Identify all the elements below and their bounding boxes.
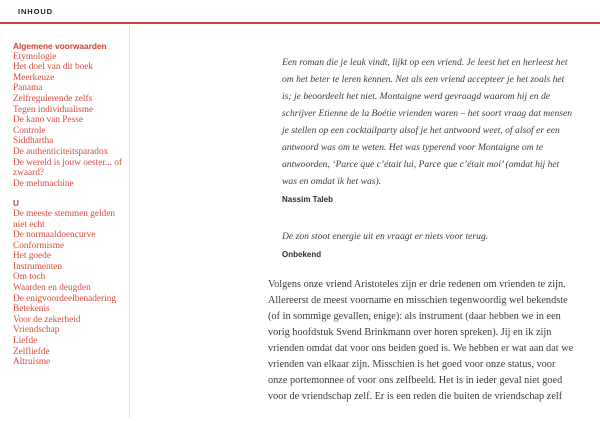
quote-block — [268, 228, 576, 259]
toc-item[interactable]: Om toch — [13, 272, 46, 283]
toc-section-heading: Algemene voorwaarden — [13, 41, 107, 51]
toc-item[interactable]: Altruïsme — [13, 357, 51, 368]
toc-item[interactable]: De wereld is jouw oester... of zwaard? — [13, 157, 122, 179]
toc-item[interactable]: Siddhartha — [13, 136, 54, 147]
toc-section — [13, 198, 126, 368]
toc-item[interactable]: Zelfliefde — [13, 346, 50, 357]
toc-item[interactable]: De authenticiteitsparadox — [13, 146, 109, 157]
toc-item[interactable]: De kano van Pesse — [13, 115, 83, 126]
quote-attribution: Nassim Taleb — [282, 195, 333, 204]
toc-item[interactable]: Het goede — [13, 251, 51, 262]
quotes-container — [268, 54, 576, 259]
toc-item[interactable]: Voor de zekerheid — [13, 314, 81, 325]
toc-item[interactable]: Betekenis — [13, 304, 50, 315]
toc-item[interactable]: De normaaldoencurve — [13, 230, 96, 241]
quote-text: De zon stoot energie uit en vraagt er niets voor terug. — [282, 231, 489, 242]
toc-item[interactable]: Controle — [13, 125, 46, 136]
toc-item[interactable]: Het doel van dit boek — [13, 62, 94, 73]
quote-attribution: Onbekend — [282, 250, 322, 259]
quote-block — [268, 54, 576, 204]
toc-item[interactable]: Panama — [13, 83, 43, 94]
toc-item[interactable]: De meeste stemmen gelden niet echt — [13, 208, 115, 230]
toc-section-heading: U — [13, 198, 19, 209]
toc-item[interactable]: De mehmachine — [13, 178, 74, 189]
toc-item[interactable]: Etymologie — [13, 51, 57, 62]
header-rule — [0, 22, 600, 24]
toc-item[interactable]: Conformisme — [13, 240, 65, 251]
chapter-content — [268, 54, 576, 405]
toc-item[interactable]: Instrumenten — [13, 261, 63, 272]
sidebar-divider — [129, 25, 130, 418]
toc-item[interactable]: Vriendschap — [13, 325, 60, 336]
toc-item[interactable]: Waarden en deugden — [13, 283, 91, 294]
quote-text: Een roman die je leuk vindt, lijkt op een vriend. Je leest het en herleest het om het beter te leren kennen. Net als een vriend accepteer je het zoals het is; je beoordeelt het niet. Montaigne werd gevraagd waarom hij en de schrijver Etienne de la Boétie vrienden waren – het soort vraag dat mensen je stellen op een cocktailparty alsof je het antwoord weet, of alsof er een antwoord was om te weten. Het was typerend voor Montaigne om te antwoorden, ‘Parce que c’était lui, Parce que c’était moi’ (omdat hij het was en omdat ik het was). — [282, 57, 573, 187]
body-paragraph: Volgens onze vriend Aristoteles zijn er drie redenen om vrienden te zijn. Allereerst de meest voorname en misschien tegenwoordig wel bekendste (of in sommige gevallen, enige): als instrument (daar hebben we in een vorig hoofdstuk Svend Brinkmann over horen spreken). Jij en ik zijn vrienden omdat dat voor ons beiden goed is. We hebben er wat aan dat we vrienden van elkaar zijn. Misschien is het goed voor onze status, voor onze portemonnee of voor ons zelfbeeld. Het is in ieder geval niet goed voor de vriendschap zelf. Er is een reden die buiten de vriendschap zelf — [268, 279, 574, 402]
toc-item[interactable]: Zelfregulerende zelfs — [13, 93, 93, 104]
toc-section — [13, 41, 126, 189]
table-of-contents — [13, 41, 126, 368]
page-title: INHOUD — [18, 7, 53, 16]
toc-item[interactable]: De enigvoordeelbenadering — [13, 293, 116, 304]
toc-item[interactable]: Liefde — [13, 336, 38, 347]
toc-item[interactable]: Meerkeuze — [13, 72, 55, 83]
toc-item[interactable]: Tegen individualisme — [13, 104, 94, 115]
